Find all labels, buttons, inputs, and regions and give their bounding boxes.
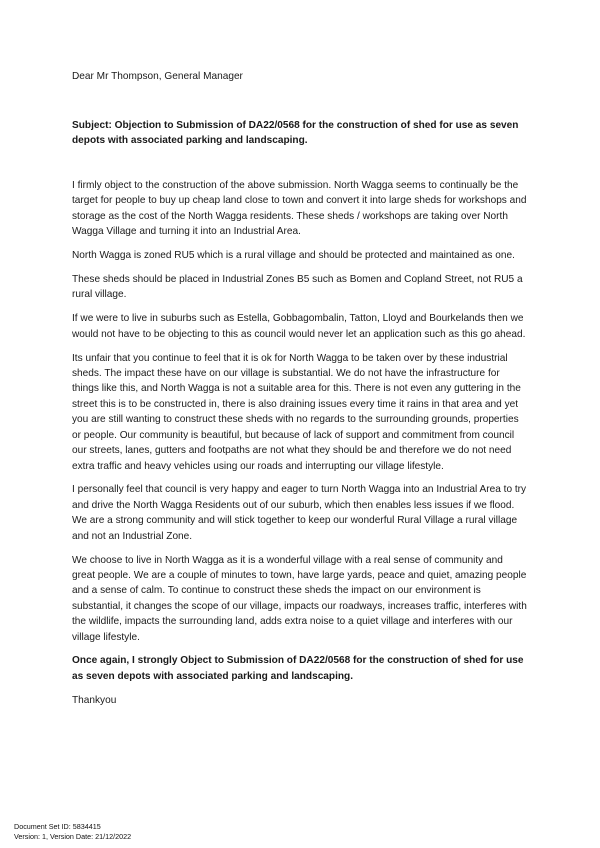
paragraph: If we were to live in suburbs such as Estella, Gobbagombalin, Tatton, Lloyd and Bourkelands then we would not have to be objecting to this as council would never let an application such as this go ahead. <box>72 313 526 340</box>
version-info: Version: 1, Version Date: 21/12/2022 <box>14 831 132 841</box>
closing-statement: Once again, I strongly Object to Submission of DA22/0568 for the construction of shed for use as seven depots with associated parking and landscaping. <box>72 655 524 682</box>
paragraph: We choose to live in North Wagga as it is a wonderful village with a real sense of community and great people. We are a couple of minutes to town, have large yards, peace and quiet, amazing people and a sense of calm. To continue to construct these sheds the impact on our environment is substantial, it changes the scope of our village, impacts our roadways, increases traffic, interferes with the wildlife, impacts the surrounding land, adds extra noise to a quiet village and interferes with our village lifestyle. <box>72 554 527 643</box>
signoff: Thankyou <box>72 694 117 706</box>
paragraph: North Wagga is zoned RU5 which is a rural village and should be protected and maintained as one. <box>72 250 515 262</box>
paragraph: I firmly object to the construction of the above submission. North Wagga seems to continually be the target for people to buy up cheap land close to town and convert it into large sheds for workshops and storage as the cost of the North Wagga residents. These sheds / workshops are taking over North Wagga Village and turning it into an Industrial Area. <box>72 180 527 238</box>
paragraph: These sheds should be placed in Industrial Zones B5 such as Bomen and Copland Street, not RU5 a rural village. <box>72 274 523 301</box>
salutation: Dear Mr Thompson, General Manager <box>72 71 243 82</box>
letter-body <box>72 178 527 717</box>
document-set-id: Document Set ID: 5834415 <box>14 822 101 831</box>
document-footer <box>14 822 131 841</box>
subject-line: Subject: Objection to Submission of DA22/0568 for the construction of shed for use as seven depots with associated parking and landscaping. <box>72 120 519 147</box>
paragraph: Its unfair that you continue to feel that it is ok for North Wagga to be taken over by these industrial sheds. The impact these have on our village is substantial. We do not have the infrastructure for things like this, and North Wagga is not a suitable area for this. There is not even any guttering in the street this is to be constructed in, there is also draining issues every time it rains in that area and yet you are still wanting to construct these sheds with no regards to the surrounding grounds, properties or people. Our community is beautiful, but because of lack of support and commitment from council our streets, lanes, gutters and footpaths are not what they should be and therefore we do not need extra traffic and heavy vehicles using our roads and interrupting our village lifestyle. <box>72 352 521 472</box>
paragraph: I personally feel that council is very happy and eager to turn North Wagga into an Industrial Area to try and drive the North Wagga Residents out of our suburb, which then enables less issues if we flood. We are a strong community and will stick together to keep our wonderful Rural Village a rural village and not an Industrial Zone. <box>72 484 527 542</box>
